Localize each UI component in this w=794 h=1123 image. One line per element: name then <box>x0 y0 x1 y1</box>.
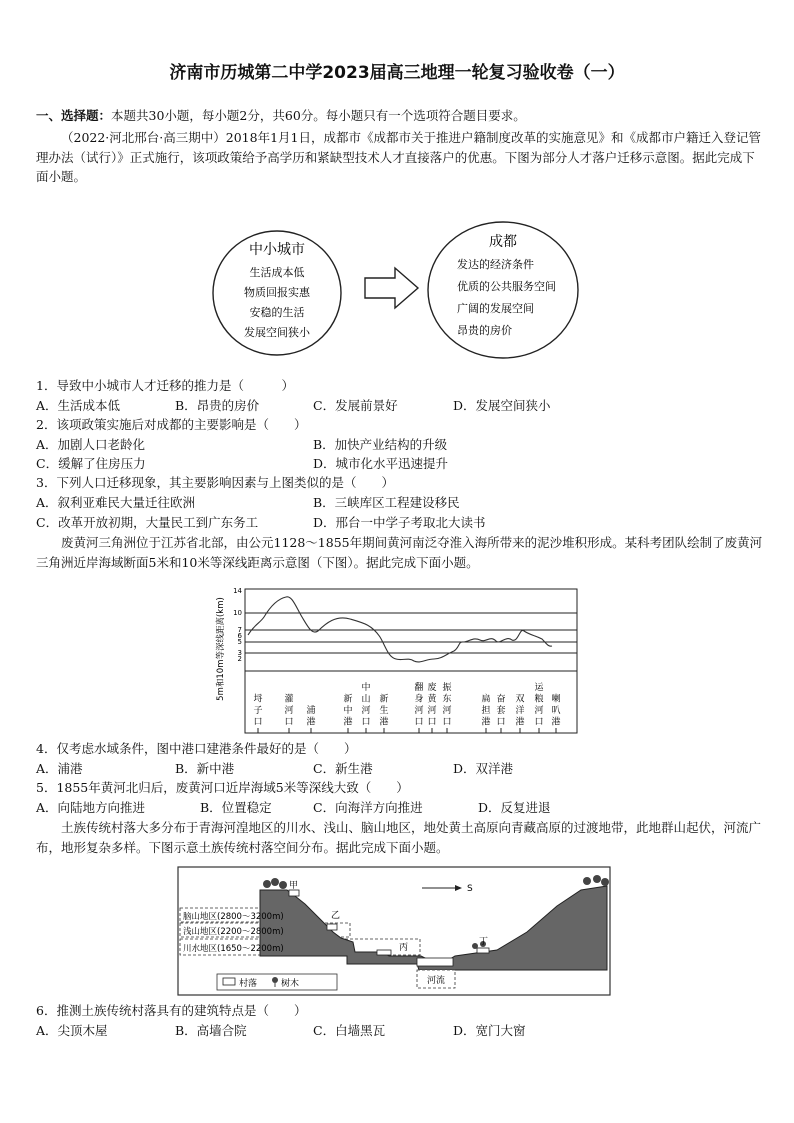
port-label-char: 港 <box>343 717 353 728</box>
destination-item: 发达的经济条件 <box>457 258 534 271</box>
port-label-char: 子 <box>253 706 263 716</box>
q1-option-c[interactable]: C．发展前景好 <box>313 398 398 413</box>
q2-option-a[interactable]: A．加剧人口老龄化 <box>36 437 146 452</box>
section-label: 一、选择题： <box>36 108 112 123</box>
coastline-profile-figure <box>212 585 587 737</box>
port-label-char: 翻 <box>414 683 424 693</box>
destination-title: 成都 <box>489 234 517 250</box>
village-distribution-figure <box>177 866 611 996</box>
plot-frame <box>245 589 577 733</box>
distance-profile-line <box>248 597 552 662</box>
port-label-char: 山 <box>361 694 371 705</box>
south-label: S <box>467 884 473 894</box>
port-label-char: 黄 <box>427 694 437 705</box>
zone-label-chuanshui: 川水地区(1650～2200m) <box>183 944 284 954</box>
port-label-char: 河 <box>414 706 424 716</box>
y-tick-label: 14 <box>233 587 242 595</box>
port-label-char: 口 <box>442 717 452 728</box>
q3-option-a[interactable]: A．叙利亚难民大量迁往欧洲 <box>36 495 196 510</box>
legend-village-icon <box>223 978 235 985</box>
origin-item: 物质回报实惠 <box>244 286 310 299</box>
y-axis-label: 5m和10m等深线距离(km) <box>216 597 226 701</box>
q5-option-c[interactable]: C．向海洋方向推进 <box>313 800 423 815</box>
q2-option-c[interactable]: C．缓解了住房压力 <box>36 456 146 471</box>
port-label-char: 港 <box>551 717 561 728</box>
q6-option-d[interactable]: D．宽门大窗 <box>453 1023 526 1038</box>
port-label-char: 港 <box>515 717 525 728</box>
q3-option-b[interactable]: B．三峡库区工程建设移民 <box>313 495 460 510</box>
destination-item: 广阔的发展空间 <box>457 302 534 315</box>
port-labels <box>253 681 560 728</box>
q2-option-d[interactable]: D．城市化水平迅速提升 <box>313 456 449 471</box>
q4-option-c[interactable]: C．新生港 <box>313 761 373 776</box>
migration-diagram <box>205 218 590 368</box>
port-label-char: 洋 <box>515 706 525 716</box>
port-label-char: 河 <box>534 706 544 716</box>
question-3-stem: 3．下列人口迁移现象，其主要影响因素与上图类似的是（ ） <box>36 475 394 490</box>
origin-title: 中小城市 <box>249 242 305 258</box>
y-tick-label: 5 <box>237 638 242 646</box>
port-label-char: 浦 <box>306 706 316 716</box>
port-label-char: 新 <box>343 694 353 705</box>
question-6-stem: 6．推测土族传统村落具有的建筑特点是（ ） <box>36 1003 307 1018</box>
port-label-char: 口 <box>253 717 263 728</box>
port-label-char: 口 <box>534 717 544 728</box>
section-heading <box>36 106 766 126</box>
port-label-char: 喇 <box>551 694 561 705</box>
q4-option-d[interactable]: D．双洋港 <box>453 761 514 776</box>
port-label-char: 双 <box>515 694 525 705</box>
q6-option-c[interactable]: C．白墙黑瓦 <box>313 1023 386 1038</box>
port-label-char: 中 <box>361 683 371 693</box>
village-bing-icon <box>377 950 391 955</box>
port-label-char: 担 <box>481 706 491 716</box>
village-yi-icon <box>327 924 337 930</box>
port-label-char: 废 <box>427 683 437 693</box>
q6-option-a[interactable]: A．尖顶木屋 <box>36 1023 108 1038</box>
y-tick-label: 7 <box>237 626 242 634</box>
intro-paragraph-2: 废黄河三角洲位于江苏省北部，由公元1128～1855年期间黄河南泛夺淮入海所带来的泥沙堆积形成。某科考团队绘制了废黄河三角洲近岸海域断面5米和10米等深线距离示意图（下图）。据此完成下面小题。 <box>36 535 763 570</box>
intro-paragraph-1: （2022·河北邢台·高三期中）2018年1月1日，成都市《成都市关于推进户籍制度改革的实施意见》和《成都市户籍迁入登记管理办法（试行）》正式施行，该项政策给予高学历和紧缺型技术人才直接落户的优惠。下图为部分人才落户迁移示意图。据此完成下面小题。 <box>36 130 761 184</box>
q4-option-a[interactable]: A．浦港 <box>36 761 83 776</box>
question-5-stem: 5．1855年黄河北归后，废黄河口近岸海域5米等深线大致（ ） <box>36 780 409 795</box>
q5-option-b[interactable]: B．位置稳定 <box>200 800 272 815</box>
page-title: 济南市历城第二中学2023届高三地理一轮复习验收卷（一） <box>169 63 625 83</box>
port-label-char: 河 <box>284 706 294 716</box>
port-label-char: 叭 <box>551 706 561 716</box>
q5-option-a[interactable]: A．向陆地方向推进 <box>36 800 146 815</box>
question-1-stem: 1．导致中小城市人才迁移的推力是（ ） <box>36 378 294 393</box>
origin-item: 发展空间狭小 <box>244 326 310 339</box>
section-description: 本题共30小题，每小题2分，共60分。每小题只有一个选项符合题目要求。 <box>111 108 526 123</box>
port-label-char: 埒 <box>253 694 263 705</box>
intro-paragraph-3: 土族传统村落大多分布于青海河湟地区的川水、浅山、脑山地区，地处黄土高原向青藏高原的过渡地带，此地群山起伏，河流广布，地形复杂多样。下图示意土族传统村落空间分布。据此完成下面小题。 <box>36 820 762 855</box>
question-4-stem: 4．仅考虑水域条件，图中港口建港条件最好的是（ ） <box>36 741 357 756</box>
q3-option-d[interactable]: D．邢台一中学子考取北大读书 <box>313 515 486 530</box>
port-label-char: 东 <box>442 694 452 705</box>
port-label-char: 口 <box>414 717 424 728</box>
port-label-char: 港 <box>481 717 491 728</box>
q4-option-b[interactable]: B．新中港 <box>175 761 235 776</box>
port-label-char: 口 <box>427 717 437 728</box>
q2-option-b[interactable]: B．加快产业结构的升级 <box>313 437 448 452</box>
zone-label-naoshan: 脑山地区(2800～3200m) <box>183 912 284 922</box>
port-label-char: 口 <box>284 717 294 728</box>
port-label-char: 振 <box>442 683 452 693</box>
y-tick-label: 3 <box>237 649 242 657</box>
q5-option-d[interactable]: D．反复进退 <box>478 800 551 815</box>
port-label-char: 运 <box>534 683 544 693</box>
port-label-char: 中 <box>343 706 353 716</box>
port-label-char: 身 <box>414 694 424 705</box>
mark-bing: 丙 <box>399 943 409 953</box>
port-label-char: 河 <box>427 706 437 716</box>
port-label-char: 灌 <box>284 694 294 705</box>
q1-option-d[interactable]: D．发展空间狭小 <box>453 398 551 413</box>
origin-item: 安稳的生活 <box>249 306 305 319</box>
port-label-char: 河 <box>442 706 452 716</box>
port-label-char: 新 <box>379 694 389 705</box>
migration-arrow-icon <box>365 268 418 308</box>
legend-tree-icon <box>272 977 278 983</box>
y-tick-label: 2 <box>237 655 242 663</box>
y-tick-label: 10 <box>233 609 242 617</box>
question-2-stem: 2．该项政策实施后对成都的主要影响是（ ） <box>36 417 307 432</box>
q3-option-c[interactable]: C．改革开放初期，大量民工到广东务工 <box>36 515 259 530</box>
river <box>417 958 453 966</box>
q1-option-b[interactable]: B．昂贵的房价 <box>175 398 260 413</box>
destination-item: 昂贵的房价 <box>457 324 512 337</box>
port-label-char: 口 <box>496 717 506 728</box>
port-label-char: 套 <box>496 706 506 716</box>
port-label-char: 港 <box>379 717 389 728</box>
port-label-char: 生 <box>379 706 389 716</box>
destination-item: 优质的公共服务空间 <box>457 280 556 293</box>
y-tick-label: 6 <box>237 632 242 640</box>
village-ding-icon <box>477 948 489 953</box>
zone-label-qianshan: 浅山地区(2200～2800m) <box>183 927 284 937</box>
legend-tree-label: 树木 <box>281 979 300 989</box>
mark-ding: 丁 <box>479 937 489 947</box>
legend-village-label: 村落 <box>239 979 258 989</box>
port-label-char: 扁 <box>481 694 491 705</box>
port-label-char: 河 <box>361 706 371 716</box>
port-label-char: 奋 <box>496 694 506 705</box>
origin-item: 生活成本低 <box>249 266 305 279</box>
q6-option-b[interactable]: B．高墙合院 <box>175 1023 247 1038</box>
q1-option-a[interactable]: A．生活成本低 <box>36 398 121 413</box>
port-label-char: 港 <box>306 717 316 728</box>
river-label: 河流 <box>426 976 446 986</box>
port-label-char: 口 <box>361 717 371 728</box>
mark-yi: 乙 <box>331 911 341 921</box>
port-label-char: 粮 <box>534 694 544 705</box>
mark-jia: 甲 <box>289 881 299 891</box>
